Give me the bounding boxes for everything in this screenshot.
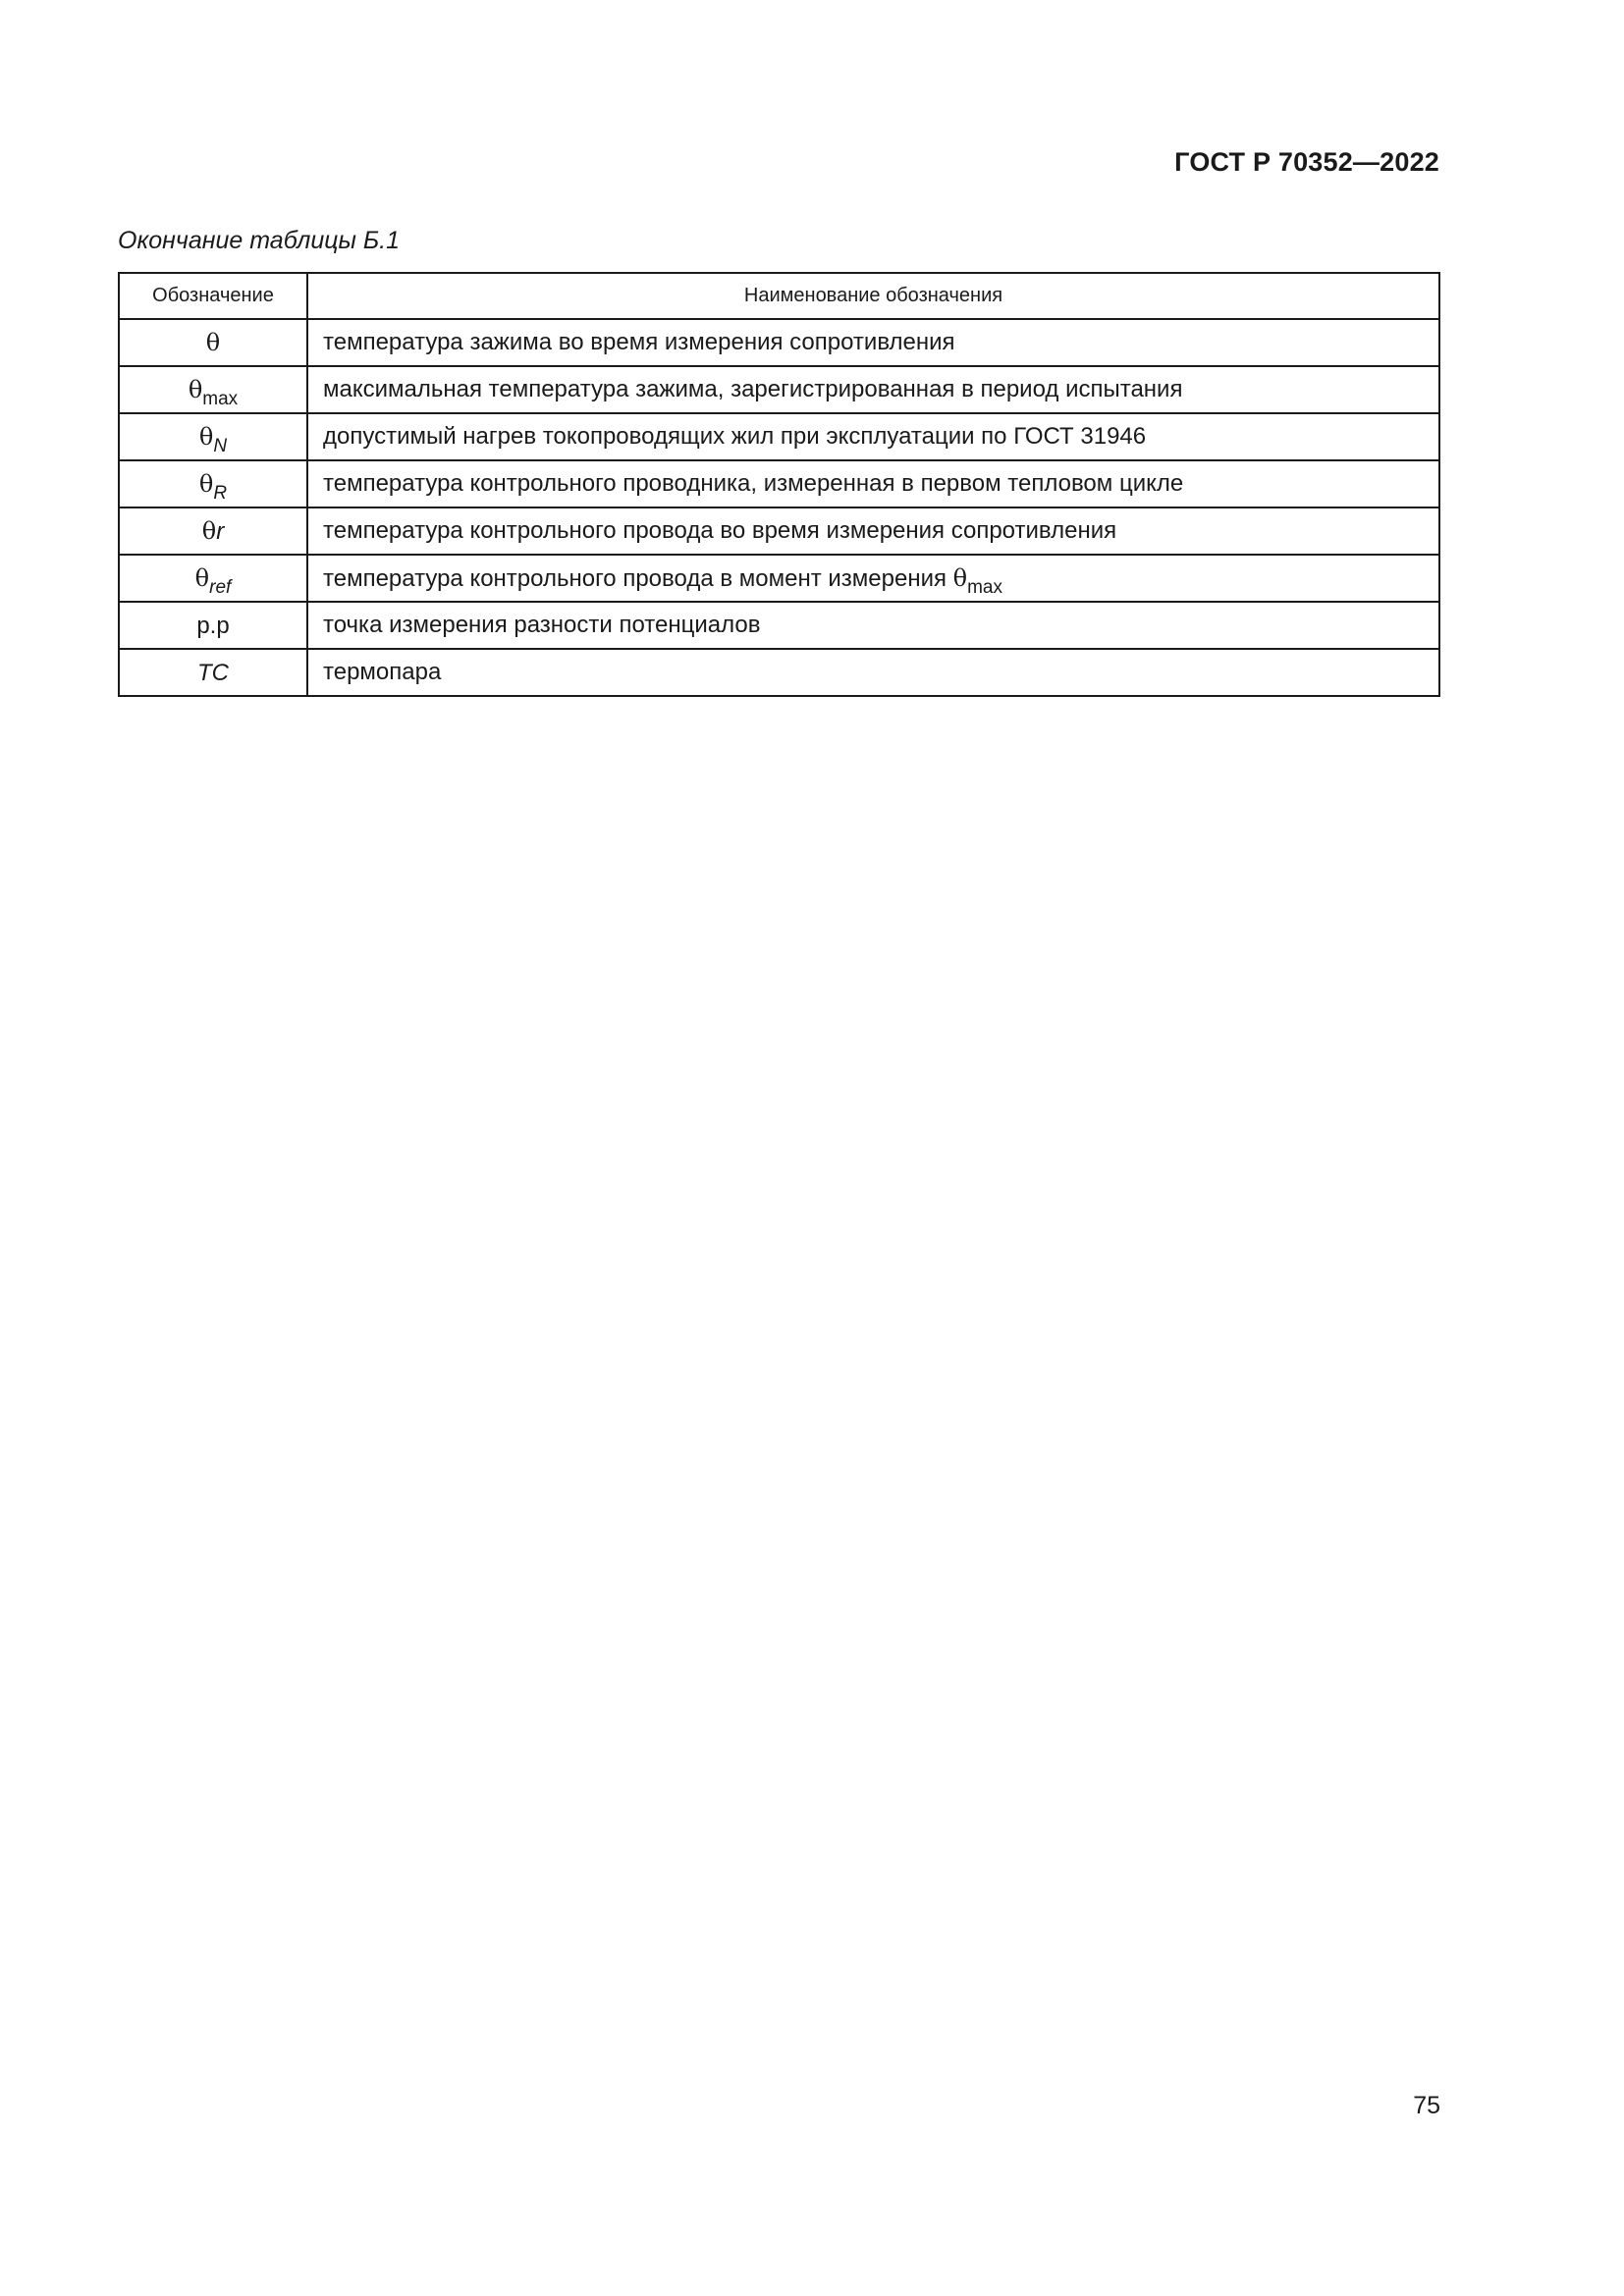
symbol-subscript: max — [202, 389, 239, 409]
symbol-cell — [119, 413, 307, 460]
symbol-base: θ — [188, 376, 203, 403]
page-number: 75 — [1413, 2092, 1440, 2119]
table-row — [119, 413, 1439, 460]
description-cell — [307, 555, 1439, 602]
symbol-text: ТС — [197, 659, 229, 686]
table-row — [119, 366, 1439, 413]
symbol-cell — [119, 319, 307, 366]
symbol-subscript: N — [213, 436, 228, 456]
symbol-suffix: r — [216, 517, 225, 545]
symbol-cell — [119, 602, 307, 649]
symbol-base: θ — [201, 516, 217, 545]
table-header-row — [119, 273, 1439, 319]
symbol-base: θ — [198, 423, 214, 451]
symbol-cell — [119, 649, 307, 696]
description-cell: точка измерения разности потенциалов — [307, 602, 1439, 649]
description-symbol: θ — [952, 563, 968, 592]
symbol-cell — [119, 460, 307, 507]
table-row — [119, 602, 1439, 649]
document-code: ГОСТ Р 70352—2022 — [1174, 147, 1439, 177]
symbols-table — [118, 272, 1440, 697]
description-cell: максимальная температура зажима, зарегистрированная в период испытания — [307, 366, 1439, 413]
symbol-subscript: R — [213, 483, 228, 504]
table-row — [119, 555, 1439, 602]
symbol-cell — [119, 507, 307, 555]
description-text: температура контрольного провода в момент измерения — [323, 564, 953, 592]
column-header-description: Наименование обозначения — [307, 273, 1439, 319]
column-header-symbol: Обозначение — [119, 273, 307, 319]
table-caption: Окончание таблицы Б.1 — [118, 227, 400, 254]
symbol-cell — [119, 366, 307, 413]
description-cell: температура зажима во время измерения сопротивления — [307, 319, 1439, 366]
table-row — [119, 460, 1439, 507]
table-row — [119, 649, 1439, 696]
symbol-base: θ — [205, 329, 221, 356]
symbol-cell — [119, 555, 307, 602]
description-subscript: max — [967, 576, 1002, 598]
description-cell: температура контрольного проводника, измеренная в первом тепловом цикле — [307, 460, 1439, 507]
table-row — [119, 507, 1439, 555]
description-cell: термопара — [307, 649, 1439, 696]
description-cell: температура контрольного провода во время измерения сопротивления — [307, 507, 1439, 555]
symbol-base: θ — [194, 564, 210, 592]
symbol-base: θ — [198, 470, 214, 498]
table-row — [119, 319, 1439, 366]
description-cell: допустимый нагрев токопроводящих жил при эксплуатации по ГОСТ 31946 — [307, 413, 1439, 460]
symbol-subscript: ref — [209, 577, 232, 598]
symbol-text: р.р — [196, 612, 230, 639]
